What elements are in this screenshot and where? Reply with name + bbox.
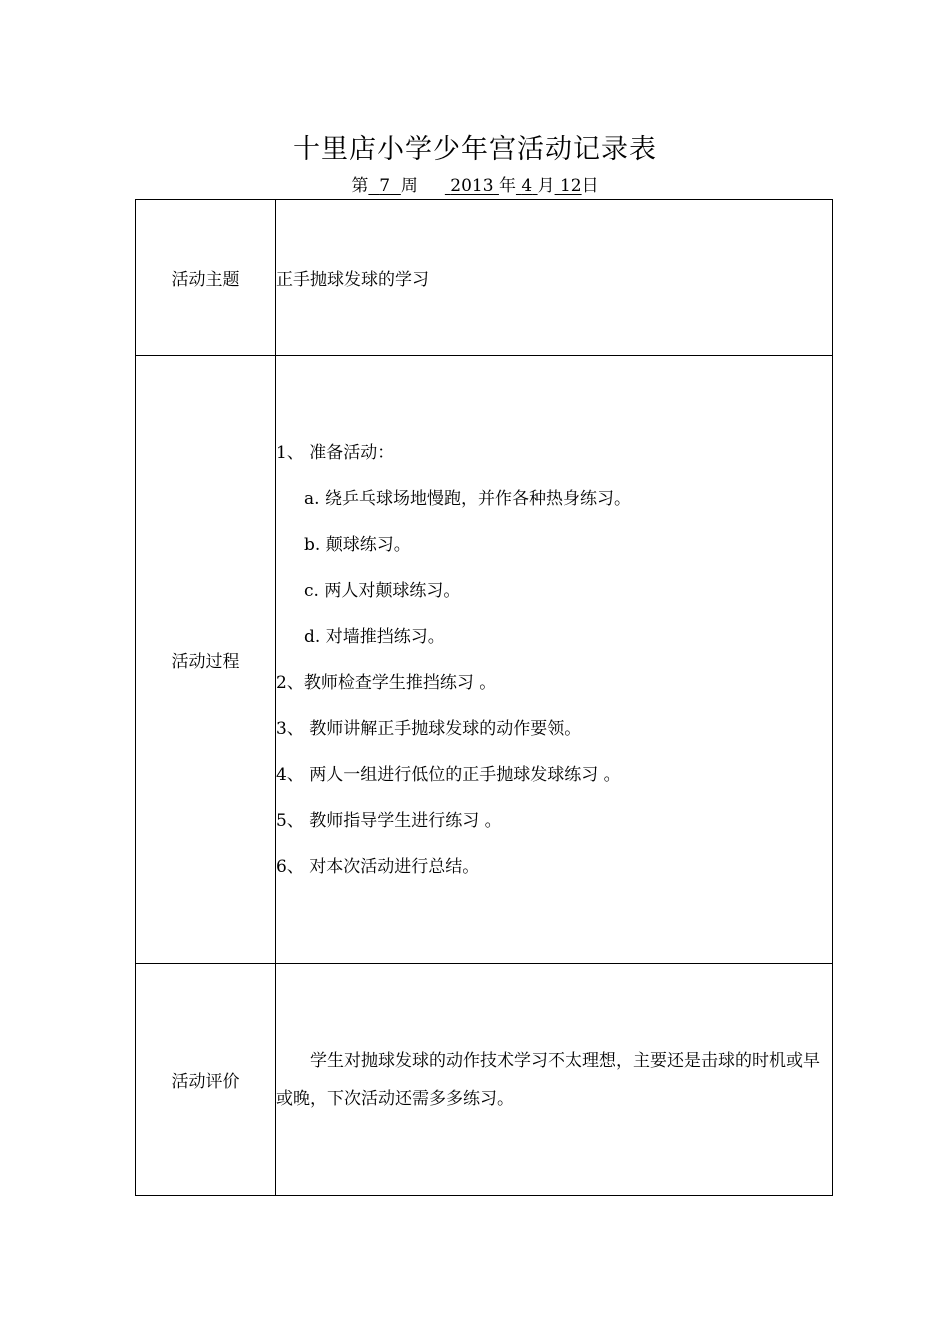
process-item: 5、 教师指导学生进行练习 。 xyxy=(276,810,502,831)
page-title: 十里店小学少年宫活动记录表 xyxy=(293,134,657,165)
week-number: 7 xyxy=(379,176,391,196)
process-label: 活动过程 xyxy=(136,356,276,964)
table-row-evaluation xyxy=(136,964,833,1196)
month-value: 4 xyxy=(521,176,533,196)
week-prefix: 第 xyxy=(351,176,369,196)
date-line xyxy=(0,173,950,199)
process-item: 3、 教师讲解正手抛球发球的动作要领。 xyxy=(276,718,582,739)
process-item: 2、教师检查学生推挡练习 。 xyxy=(276,672,497,693)
week-suffix: 周 xyxy=(400,176,418,196)
theme-value: 正手抛球发球的学习 xyxy=(276,200,833,356)
evaluation-content xyxy=(276,964,833,1196)
day-value: 12 xyxy=(559,176,582,196)
table-row-process xyxy=(136,356,833,964)
process-subitem: d. 对墙推挡练习。 xyxy=(304,626,445,647)
year-value: 2013 xyxy=(450,176,494,196)
process-item: 4、 两人一组进行低位的正手抛球发球练习 。 xyxy=(276,764,621,785)
month-suffix: 月 xyxy=(537,176,555,196)
day-suffix: 日 xyxy=(581,176,599,196)
activity-record-table xyxy=(135,199,833,1196)
process-subitem: b. 颠球练习。 xyxy=(304,534,411,555)
process-content xyxy=(276,356,833,964)
evaluation-label: 活动评价 xyxy=(136,964,276,1196)
evaluation-text: 学生对抛球发球的动作技术学习不太理想，主要还是击球的时机或早或晚，下次活动还需多多练习。 xyxy=(276,1050,820,1109)
process-item: 1、 准备活动： xyxy=(276,442,395,463)
process-subitem: a. 绕乒乓球场地慢跑，并作各种热身练习。 xyxy=(304,488,631,509)
process-subitem: c. 两人对颠球练习。 xyxy=(304,580,461,601)
process-item: 6、 对本次活动进行总结。 xyxy=(276,856,480,877)
year-suffix: 年 xyxy=(498,176,516,196)
theme-label: 活动主题 xyxy=(136,200,276,356)
table-row-theme xyxy=(136,200,833,356)
